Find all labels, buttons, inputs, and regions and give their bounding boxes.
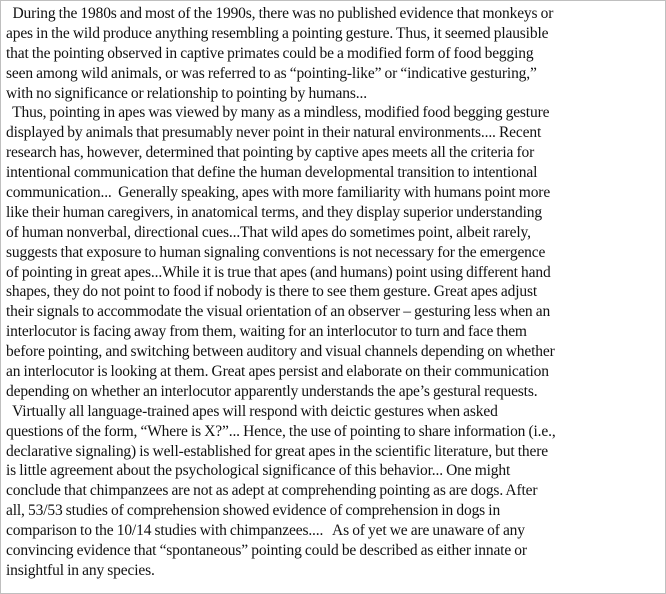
text-line: interlocutor is facing away from them, waiting for an interlocutor to turn and face them (6, 323, 527, 341)
text-line: research has, however, determined that pointing by captive apes meets all the criteria for (6, 144, 535, 162)
text-line: an interlocutor is looking at them. Great apes persist and elaborate on their communication (6, 363, 549, 381)
text-line: communication... Generally speaking, apes with more familiarity with humans point more (6, 184, 551, 202)
text-line: insightful in any species. (6, 561, 155, 579)
text-line: shapes, they do not point to food if nobody is there to see them gesture. Great apes adjust (6, 283, 537, 301)
text-line: of pointing in great apes...While it is true that apes (and humans) point using different hand (6, 263, 551, 281)
text-line: suggests that exposure to human signaling conventions is not necessary for the emergence (6, 243, 546, 261)
text-line: During the 1980s and most of the 1990s, there was no published evidence that monkeys or (6, 5, 554, 22)
text-line: convincing evidence that “spontaneous” pointing could be described as either innate or (6, 542, 527, 560)
text-line: depending on whether an interlocutor apparently understands the ape’s gestural requests. (6, 382, 538, 400)
text-line: Virtually all language-trained apes will respond with deictic gestures when asked (6, 402, 498, 420)
document-text (6, 4, 664, 581)
text-line: is little agreement about the psychological significance of this behavior... One might (6, 462, 511, 480)
text-line: comparison to the 10/14 studies with chimpanzees.... As of yet we are unaware of any (6, 522, 525, 540)
text-line: declarative signaling) is well-established for great apes in the scientific literature, but there (6, 442, 548, 460)
text-line: apes in the wild produce anything resembling a pointing gesture. Thus, it seemed plausible (6, 24, 549, 42)
text-line: before pointing, and switching between auditory and visual channels depending on whether (6, 343, 555, 361)
text-line: displayed by animals that presumably never point in their natural environments.... Recent (6, 124, 542, 142)
text-line: with no significance or relationship to pointing by humans... (6, 84, 367, 102)
text-line: conclude that chimpanzees are not as adept at comprehending pointing as are dogs. After (6, 482, 538, 500)
text-line: questions of the form, “Where is X?”... Hence, the use of pointing to share information (i.e., (6, 422, 556, 440)
text-line: like their human caregivers, in anatomical terms, and they display superior understanding (6, 203, 542, 221)
text-line: of human nonverbal, directional cues...That wild apes do sometimes point, albeit rarely, (6, 223, 531, 241)
text-line: their signals to accommodate the visual orientation of an observer – gesturing less when an (6, 303, 551, 321)
text-line: all, 53/53 studies of comprehension showed evidence of comprehension in dogs in (6, 502, 501, 520)
text-line: Thus, pointing in apes was viewed by many as a mindless, modified food begging gesture (6, 104, 550, 122)
text-line: seen among wild animals, or was referred to as “pointing-like” or “indicative gesturing,” (6, 64, 537, 82)
text-line: that the pointing observed in captive primates could be a modified form of food begging (6, 44, 534, 62)
text-line: intentional communication that define the human developmental transition to intentional (6, 164, 538, 182)
